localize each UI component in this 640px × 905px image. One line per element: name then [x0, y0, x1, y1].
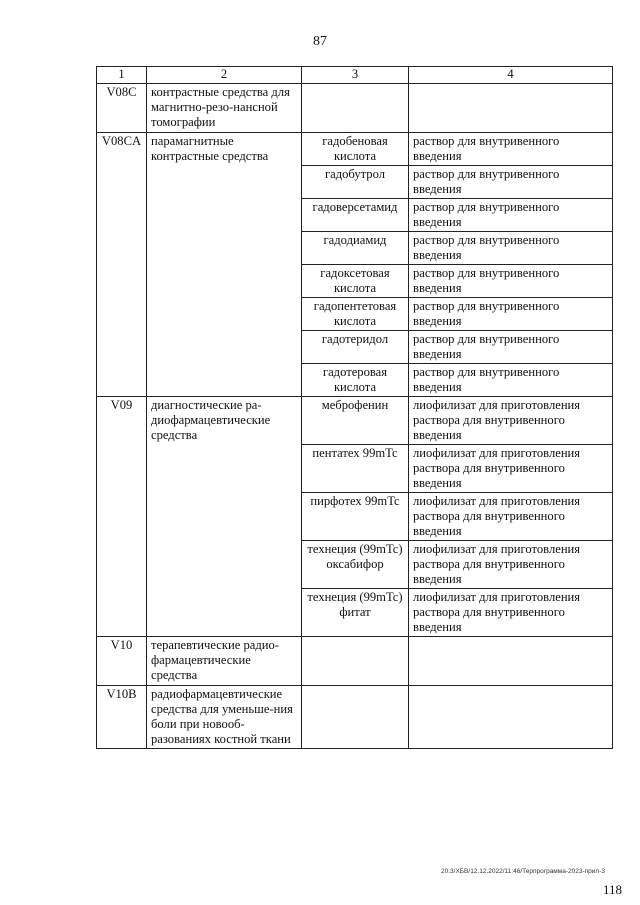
atc-group-name: терапевтические радио-фармацевтические средства	[147, 637, 302, 686]
atc-code: V08CA	[97, 133, 147, 397]
drug-name: технеция (99mTc) фитат	[302, 589, 409, 637]
drug-name-empty	[302, 84, 409, 133]
dosage-form: лиофилизат для приготовления раствора для внутривенного введения	[409, 589, 613, 637]
drug-name: гадопентетовая кислота	[302, 298, 409, 331]
atc-group-name: радиофармацевтические средства для уменьше-ния боли при новооб-разованиях костной ткани	[147, 686, 302, 749]
table-row	[97, 397, 613, 445]
atc-code: V09	[97, 397, 147, 637]
drug-name: гадоксетовая кислота	[302, 265, 409, 298]
dosage-form: раствор для внутривенного введения	[409, 166, 613, 199]
header-col-4: 4	[409, 67, 613, 84]
dosage-form: лиофилизат для приготовления раствора для внутривенного введения	[409, 445, 613, 493]
dosage-form: раствор для внутривенного введения	[409, 133, 613, 166]
drug-name: гадобеновая кислота	[302, 133, 409, 166]
dosage-form: раствор для внутривенного введения	[409, 265, 613, 298]
drug-name: гадодиамид	[302, 232, 409, 265]
drug-name: гадоверсетамид	[302, 199, 409, 232]
drug-name-empty	[302, 686, 409, 749]
drug-name: гадобутрол	[302, 166, 409, 199]
atc-code: V08C	[97, 84, 147, 133]
table-row	[97, 84, 613, 133]
drug-name: гадотеровая кислота	[302, 364, 409, 397]
dosage-form-empty	[409, 686, 613, 749]
drug-table	[96, 66, 613, 749]
dosage-form-empty	[409, 84, 613, 133]
page-number: 87	[313, 34, 327, 49]
sheet-number: 118	[603, 882, 623, 897]
dosage-form: лиофилизат для приготовления раствора для внутривенного введения	[409, 397, 613, 445]
drug-name: меброфенин	[302, 397, 409, 445]
dosage-form-empty	[409, 637, 613, 686]
header-col-2: 2	[147, 67, 302, 84]
drug-name: пентатех 99mTc	[302, 445, 409, 493]
dosage-form: раствор для внутривенного введения	[409, 364, 613, 397]
dosage-form: раствор для внутривенного введения	[409, 331, 613, 364]
dosage-form: лиофилизат для приготовления раствора для внутривенного введения	[409, 493, 613, 541]
footer-code: 20.3/ХБВ/12.12.2022/11:46/Терпрограмма-2023-прил-3	[441, 868, 605, 875]
table-row	[97, 133, 613, 166]
atc-code: V10B	[97, 686, 147, 749]
header-col-3: 3	[302, 67, 409, 84]
atc-group-name: парамагнитные контрастные средства	[147, 133, 302, 397]
table-row	[97, 637, 613, 686]
dosage-form: раствор для внутривенного введения	[409, 298, 613, 331]
drug-name: пирфотех 99mTc	[302, 493, 409, 541]
atc-group-name: диагностические ра-диофармацевтические средства	[147, 397, 302, 637]
drug-name-empty	[302, 637, 409, 686]
table-body	[97, 84, 613, 749]
header-row	[97, 67, 613, 84]
drug-name: гадотеридол	[302, 331, 409, 364]
header-col-1: 1	[97, 67, 147, 84]
atc-code: V10	[97, 637, 147, 686]
atc-group-name: контрастные средства для магнитно-резо-нансной томографии	[147, 84, 302, 133]
drug-name: технеция (99mTc) оксабифор	[302, 541, 409, 589]
dosage-form: раствор для внутривенного введения	[409, 232, 613, 265]
dosage-form: лиофилизат для приготовления раствора для внутривенного введения	[409, 541, 613, 589]
table-row	[97, 686, 613, 749]
dosage-form: раствор для внутривенного введения	[409, 199, 613, 232]
